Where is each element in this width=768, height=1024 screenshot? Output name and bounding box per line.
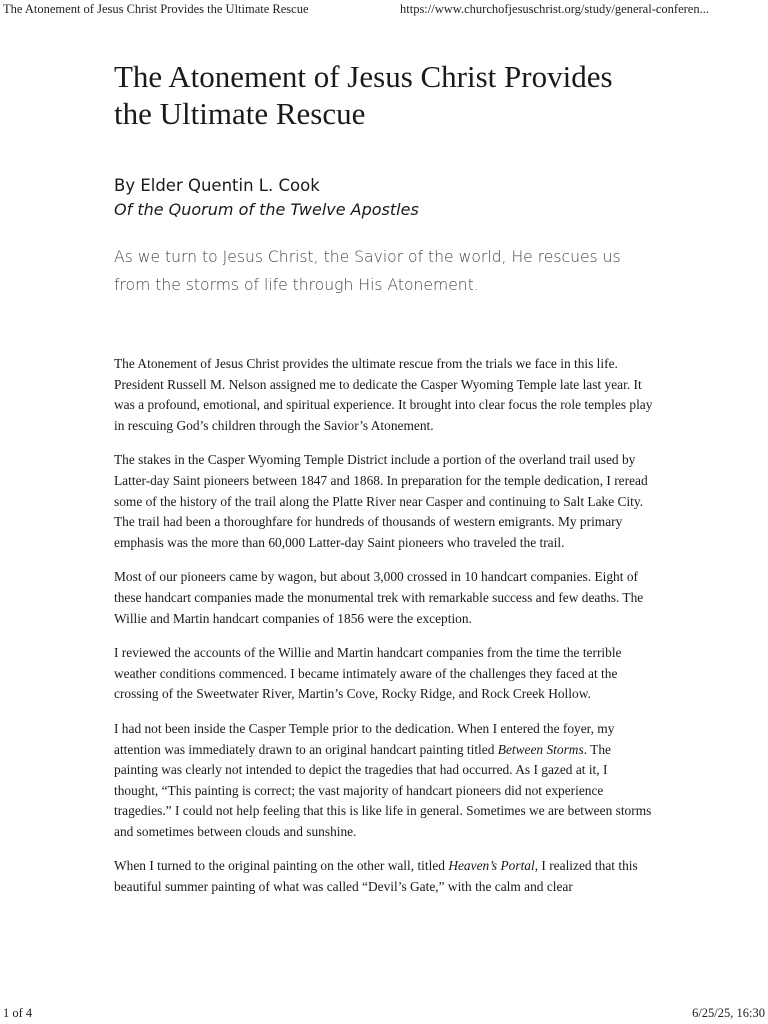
paragraph-text: I had not been inside the Casper Temple prior to the dedication. When I entered the foyer, my attention was immediately drawn to an original handcart painting titled: [114, 720, 615, 757]
author-role: Of the Quorum of the Twelve Apostles: [114, 200, 419, 219]
paragraph-text: . The painting was clearly not intended to depict the tragedies that had occurred. As I gazed at it, I thought, “This painting is correct; the vast majority of handcart pioneers did not experience tragedies.” I could not help feeling that this is like life in general. Sometimes we are between storms and sometimes between clouds and sunshine.: [114, 741, 652, 839]
painting-title: Heaven’s Portal: [448, 858, 535, 874]
article-title: The Atonement of Jesus Christ Provides the Ultimate Rescue: [114, 59, 613, 131]
print-header-title: The Atonement of Jesus Christ Provides the Ultimate Rescue: [3, 2, 309, 16]
author-name: By Elder Quentin L. Cook: [114, 176, 320, 195]
print-header: [0, 0, 768, 20]
article-body: [114, 354, 654, 898]
body-paragraph-3: Most of our pioneers came by wagon, but about 3,000 crossed in 10 handcart companies. Eight of these handcart companies made the monumental trek with remarkable success and few deaths. The Willie and Martin handcart companies of 1856 were the exception.: [114, 569, 644, 626]
paragraph-text: When I turned to the original painting on the other wall, titled: [114, 858, 449, 874]
painting-title: Between Storms: [497, 741, 584, 757]
body-paragraph-4: I reviewed the accounts of the Willie and Martin handcart companies from the time the terrible weather conditions commenced. I became intimately aware of the challenges they faced at the crossing of the Sweetwater River, Martin’s Cove, Rocky Ridge, and Rock Creek Hollow.: [114, 645, 622, 702]
paragraph-text: , I realized that this beautiful summer painting of what was called “Devil’s Gate,” with the calm and clear: [114, 858, 638, 895]
print-header-url[interactable]: https://www.churchofjesuschrist.org/study/general-conferen...: [400, 2, 709, 16]
article: [114, 58, 654, 912]
print-footer: [0, 1004, 768, 1024]
body-paragraph-1: The Atonement of Jesus Christ provides the ultimate rescue from the trials we face in this life. President Russell M. Nelson assigned me to dedicate the Casper Wyoming Temple late last year. It was a profound, emotional, and spiritual experience. It brought into clear focus the role temples play in rescuing God’s children through the Savior’s Atonement.: [114, 356, 653, 433]
body-paragraph-2: The stakes in the Casper Wyoming Temple District include a portion of the overland trail used by Latter-day Saint pioneers between 1847 and 1868. In preparation for the temple dedication, I reread some of the history of the trail along the Platte River near Casper and continuing to Salt Lake City. The trail had been a thoroughfare for hundreds of thousands of western emigrants. My primary emphasis was the more than 60,000 Latter-day Saint pioneers who traveled the trail.: [114, 452, 648, 550]
page-number: 1 of 4: [3, 1006, 33, 1020]
body-paragraph-6: [114, 856, 654, 897]
print-datetime: 6/25/25, 16:30: [692, 1006, 765, 1020]
article-kicker: As we turn to Jesus Christ, the Savior of the world, He rescues us from the storms of life through His Atonement.: [114, 248, 621, 294]
body-paragraph-5: [114, 719, 654, 843]
